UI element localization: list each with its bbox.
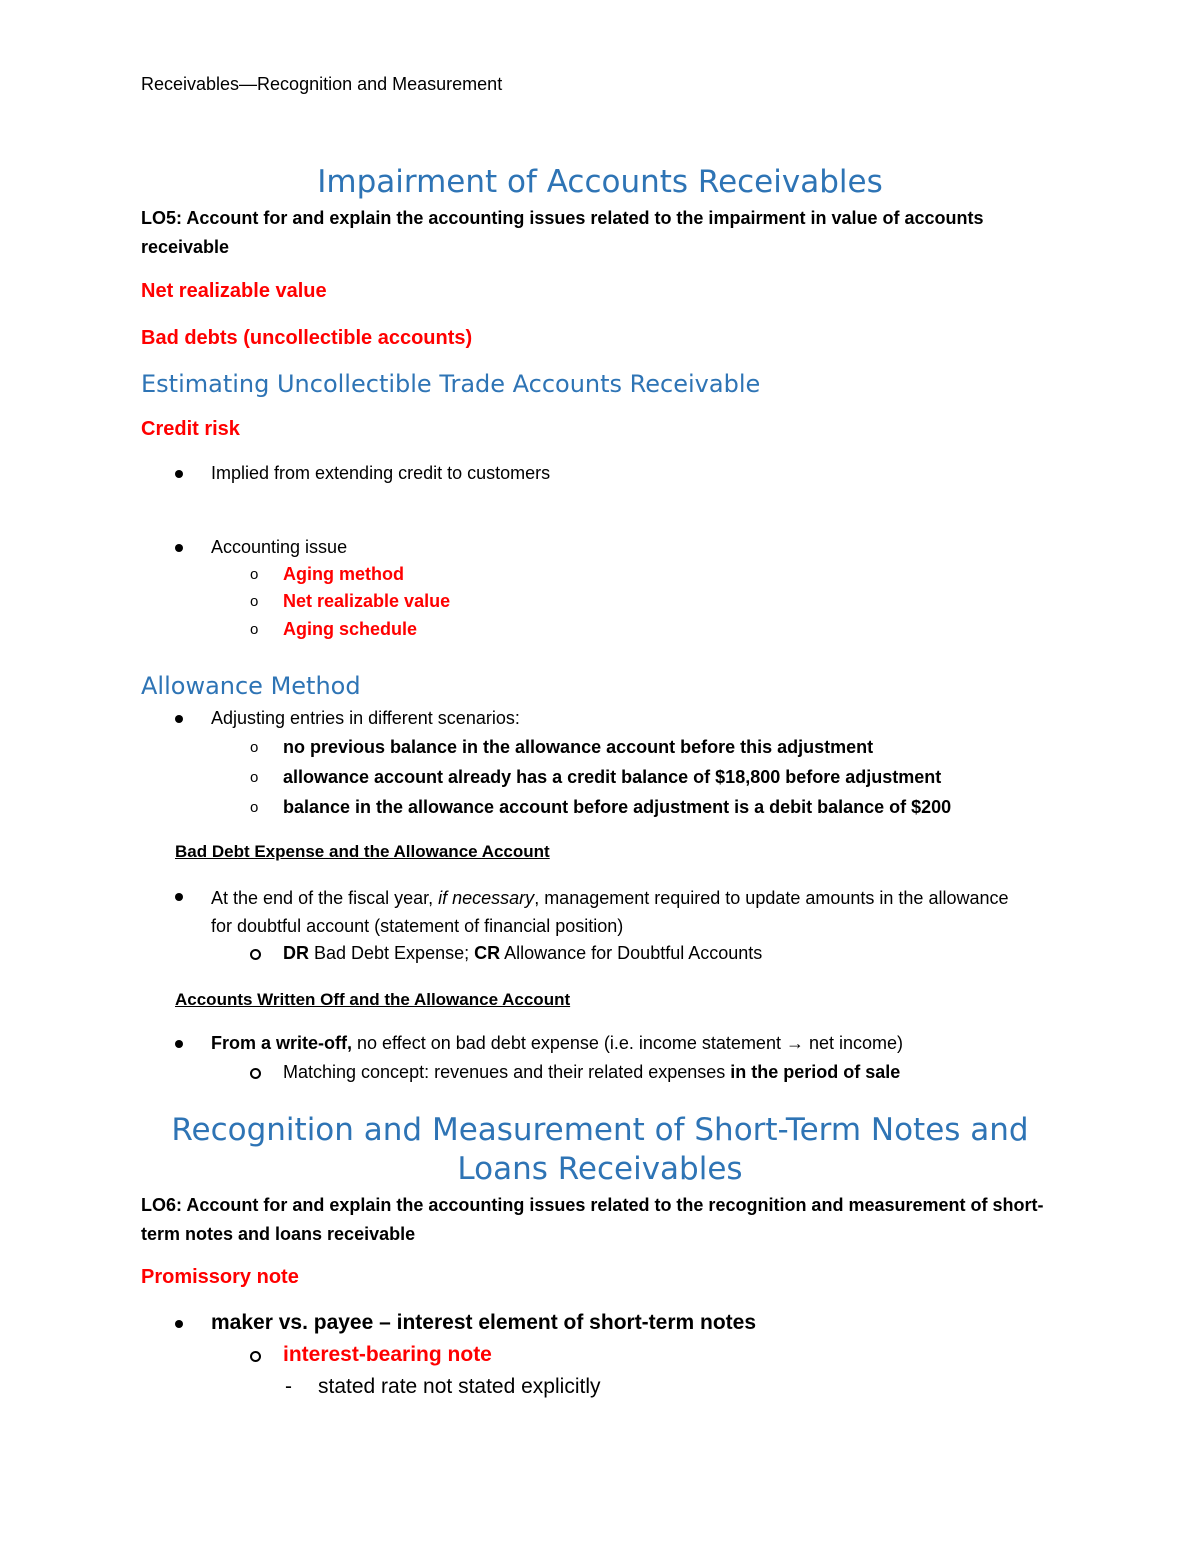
scenario-debit-balance: balance in the allowance account before adjustment is a debit balance of $200	[283, 797, 952, 817]
running-header: Receivables—Recognition and Measurement	[141, 74, 503, 94]
sub-bullet-icon: o	[250, 621, 259, 638]
sub-bullet-ring-icon	[250, 1351, 261, 1362]
lo6-label: LO6:	[141, 1195, 183, 1215]
scenario-credit-balance: allowance account already has a credit balance of $18,800 before adjustment	[283, 767, 942, 787]
bullet-maker-vs-payee: maker vs. payee – interest element of short-term notes	[211, 1311, 757, 1334]
term-net-realizable-value: Net realizable value	[141, 280, 327, 302]
heading-allowance-method: Allowance Method	[141, 672, 361, 700]
bullet-icon	[175, 1320, 183, 1328]
sub-bullet-icon: o	[250, 593, 259, 610]
matching-concept	[283, 1062, 900, 1083]
section-title-notes-line1: Recognition and Measurement of Short-Term Notes and	[171, 1112, 1029, 1148]
bullet-write-off	[211, 1033, 903, 1054]
sub-bullet-ring-icon	[250, 949, 261, 960]
bullet-icon	[175, 893, 183, 901]
sub-aging-schedule: Aging schedule	[283, 619, 418, 639]
bullet-accounting-issue: Accounting issue	[211, 537, 348, 557]
scenario-no-previous-balance: no previous balance in the allowance account before this adjustment	[283, 737, 874, 757]
lo5-text: Account for and explain the accounting issues related to the impairment in value of accounts receivable	[141, 208, 984, 257]
bullet-icon	[175, 1040, 183, 1048]
bullet-icon	[175, 470, 183, 478]
sub-bullet-ring-icon	[250, 1068, 261, 1079]
term-credit-risk: Credit risk	[141, 418, 240, 440]
arrow-right-icon: →	[785, 1033, 804, 1053]
subheading-accounts-written-off: Accounts Written Off and the Allowance Account	[175, 990, 571, 1009]
lo5-label: LO5:	[141, 208, 183, 228]
bullet-icon	[175, 715, 183, 723]
write-off-text: no effect on bad debt expense (i.e. income statement	[352, 1033, 786, 1053]
sub-bullet-icon: o	[250, 566, 259, 583]
dash-marker: -	[285, 1375, 292, 1398]
sub-interest-bearing-note: interest-bearing note	[283, 1343, 492, 1366]
matching-text: Matching concept: revenues and their related expenses	[283, 1062, 731, 1082]
write-off-text-2: net income)	[803, 1033, 904, 1053]
learning-objective-lo5	[141, 204, 1051, 262]
fiscal-year-text-1: At the end of the fiscal year,	[211, 888, 439, 908]
term-promissory-note: Promissory note	[141, 1266, 299, 1288]
learning-objective-lo6	[141, 1191, 1051, 1249]
fiscal-year-text-2: , management required to update amounts in the allowance for doubtful account (statement of financial position)	[211, 888, 1009, 936]
subheading-bad-debt-expense: Bad Debt Expense and the Allowance Account	[175, 842, 550, 861]
write-off-bold: From a write-off,	[211, 1033, 353, 1053]
sub-net-realizable-value: Net realizable value	[283, 591, 451, 611]
section-title-impairment: Impairment of Accounts Receivables	[317, 164, 883, 200]
section-title-notes-line2: Loans Receivables	[457, 1151, 743, 1187]
dr-text: Bad Debt Expense;	[309, 943, 475, 963]
cr-text: Allowance for Doubtful Accounts	[500, 943, 763, 963]
sub-bullet-icon: o	[250, 799, 259, 816]
fiscal-year-italic: if necessary	[438, 888, 535, 908]
sub-bullet-icon: o	[250, 739, 259, 756]
sub-bullet-icon: o	[250, 769, 259, 786]
bullet-adjusting-entries: Adjusting entries in different scenarios:	[211, 708, 520, 728]
lo6-text: Account for and explain the accounting issues related to the recognition and measurement of short-term notes and loans receivable	[141, 1195, 1044, 1244]
dr-label: DR	[283, 943, 309, 963]
dash-stated-rate: stated rate not stated explicitly	[318, 1375, 601, 1398]
heading-estimating: Estimating Uncollectible Trade Accounts Receivable	[141, 370, 761, 398]
term-bad-debts: Bad debts (uncollectible accounts)	[141, 327, 473, 349]
bullet-fiscal-year-update	[211, 884, 1011, 940]
bullet-implied-credit: Implied from extending credit to customers	[211, 463, 551, 483]
journal-entry-dr-cr	[283, 943, 762, 964]
matching-bold: in the period of sale	[730, 1062, 901, 1082]
bullet-icon	[175, 544, 183, 552]
sub-aging-method: Aging method	[283, 564, 404, 584]
cr-label: CR	[474, 943, 501, 963]
